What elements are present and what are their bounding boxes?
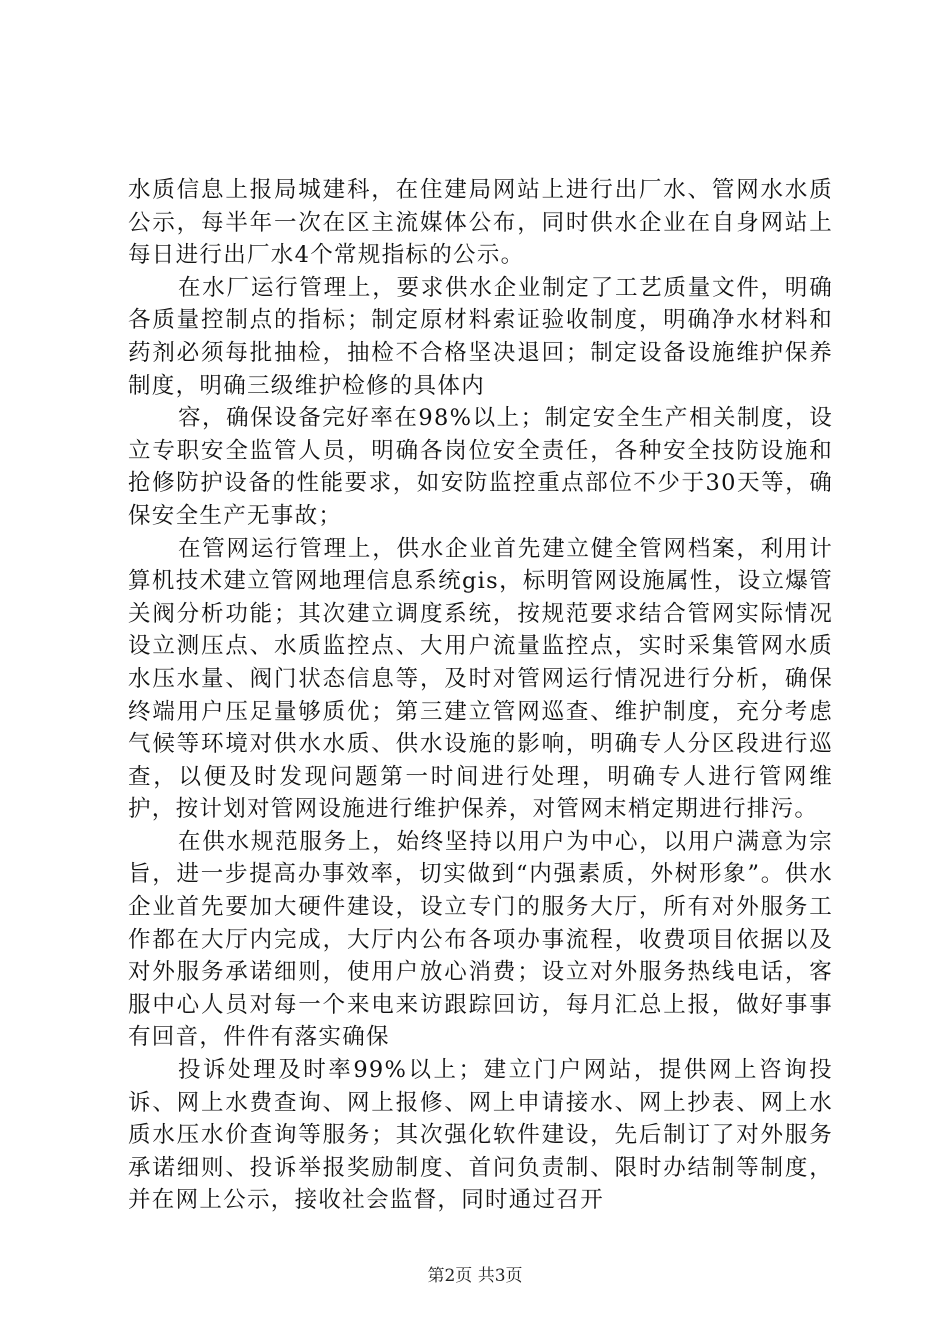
paragraph-6: 投诉处理及时率99%以上；建立门户网站，提供网上咨询投诉、网上水费查询、网上报修、网上申请接水、网上抄表、网上水质水压水价查询等服务；其次强化软件建设，先后制订了对外服务承诺细则、投诉举报奖励制度、首问负责制、限时办结制等制度，并在网上公示，接收社会监督，同时通过召开 bbox=[128, 1057, 833, 1214]
paragraph-1: 水质信息上报局城建科，在住建局网站上进行出厂水、管网水水质公示，每半年一次在区主流媒体公布，同时供水企业在自身网站上每日进行出厂水4个常规指标的公示。 bbox=[128, 177, 833, 269]
page-footer bbox=[0, 1266, 950, 1286]
paragraph-5: 在供水规范服务上，始终坚持以用户为中心，以用户满意为宗旨，进一步提高办事效率，切实做到“内强素质，外树形象”。供水企业首先要加大硬件建设，设立专门的服务大厅，所有对外服务工作都在大厅内完成，大厅内公布各项办事流程，收费项目依据以及对外服务承诺细则，使用户放心消费；设立对外服务热线电话，客服中心人员对每一个来电来访跟踪回访，每月汇总上报，做好事事有回音，件件有落实确保 bbox=[128, 828, 833, 1051]
paragraph-2: 在水厂运行管理上，要求供水企业制定了工艺质量文件，明确各质量控制点的指标；制定原材料索证验收制度，明确净水材料和药剂必须每批抽检，抽检不合格坚决退回；制定设备设施维护保养制度，明确三级维护检修的具体内 bbox=[128, 274, 833, 399]
page-number-label: 第2页 共3页 bbox=[427, 1266, 523, 1286]
document-body bbox=[128, 174, 833, 1217]
paragraph-3: 容，确保设备完好率在98%以上；制定安全生产相关制度，设立专职安全监管人员，明确各岗位安全责任，各种安全技防设施和抢修防护设备的性能要求，如安防监控重点部位不少于30天等，确保安全生产无事故； bbox=[128, 405, 833, 529]
paragraph-4: 在管网运行管理上，供水企业首先建立健全管网档案，利用计算机技术建立管网地理信息系统gis，标明管网设施属性，设立爆管关阀分析功能；其次建立调度系统，按规范要求结合管网实际情况设立测压点、水质监控点、大用户流量监控点，实时采集管网水质水压水量、阀门状态信息等，及时对管网运行情况进行分析，确保终端用户压足量够质优；第三建立管网巡查、维护制度，充分考虑气候等环境对供水水质、供水设施的影响，明确专人分区段进行巡查，以便及时发现问题第一时间进行处理，明确专人进行管网维护，按计划对管网设施进行维护保养，对管网末梢定期进行排污。 bbox=[128, 535, 833, 823]
